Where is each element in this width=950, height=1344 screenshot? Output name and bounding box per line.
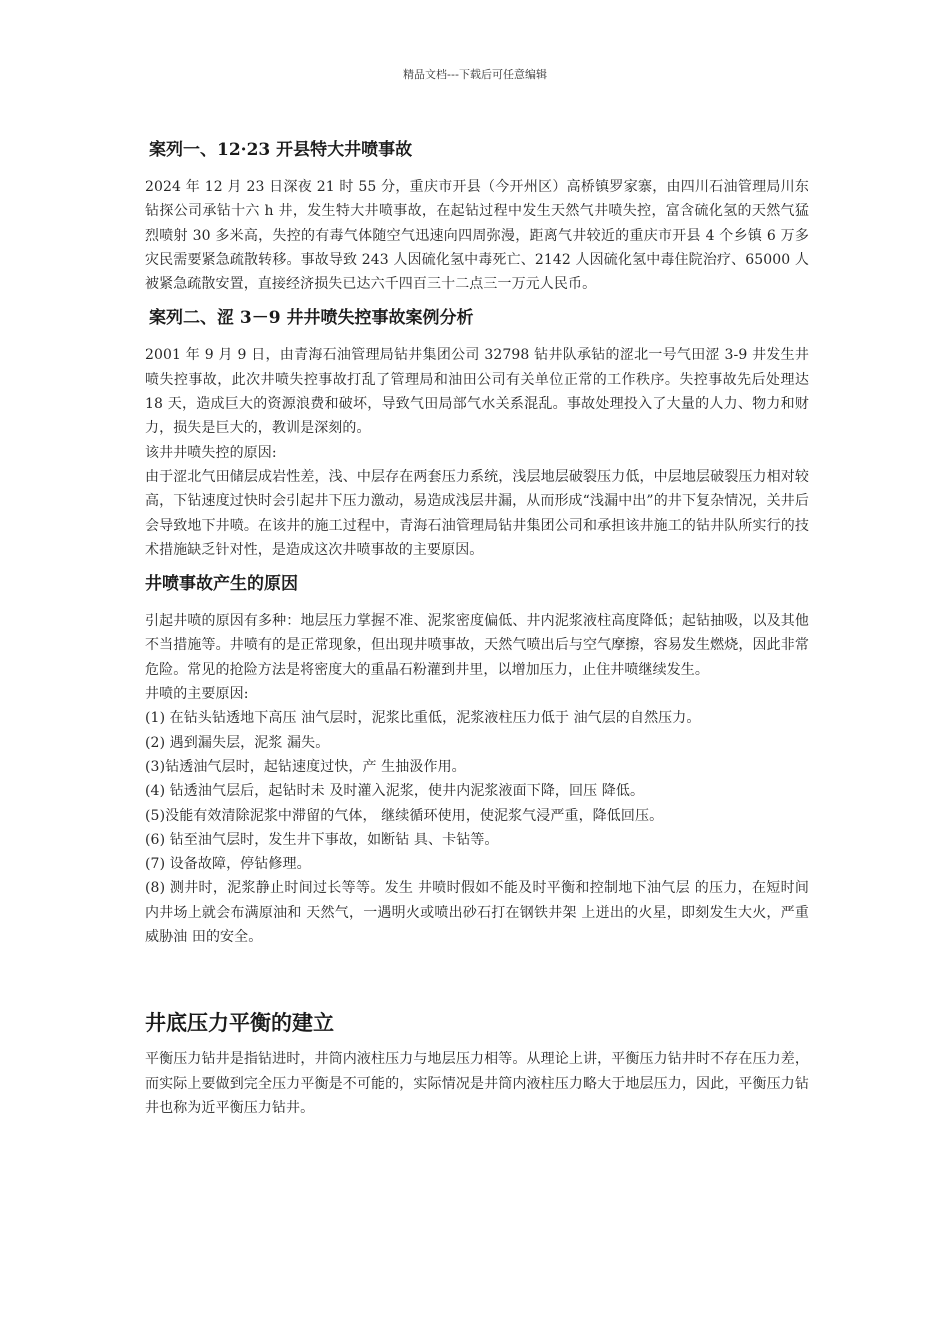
case1-section	[145, 136, 809, 296]
case2-cause-label: 该井井喷失控的原因:	[145, 444, 277, 461]
balance-paragraph: 平衡压力钻井是指钻进时，井筒内液柱压力与地层压力相等。从理论上讲，平衡压力钻井时不存在压力差，而实际上要做到完全压力平衡是不可能的，实际情况是井筒内液柱压力略大于地层压力，因此，平衡压力钻井也称为近平衡压力钻井。	[145, 1051, 809, 1116]
case1-title: 案列一、12·23 开县特大井喷事故	[149, 140, 413, 160]
case2-paragraph: 2001 年 9 月 9 日，由青海石油管理局钻井集团公司 32798 钻井队承钻的涩北一号气田涩 3-9 井发生井喷失控事故，此次井喷失控事故打乱了管理局和油田公司有关单位正常的工作秩序。失控事故先后处理达 18 天，造成巨大的资源浪费和破坏，导致气田局部气水关系混乱。事故处理投入了大量的人力、物力和财力，损失是巨大的，教训是深刻的。	[145, 347, 809, 437]
cause-item: (5)没能有效清除泥浆中滞留的气体， 继续循环使用，使泥浆气浸严重，降低回压。	[145, 807, 664, 824]
case2-cause-paragraph: 由于涩北气田储层成岩性差，浅、中层存在两套压力系统，浅层地层破裂压力低，中层地层破裂压力相对较高，下钻速度过快时会引起井下压力激动，易造成浅层井漏，从而形成“浅漏中出”的井下复杂情况，关井后会导致地下井喷。在该井的施工过程中，青海石油管理局钻井集团公司和承担该井施工的钻井队所实行的技术措施缺乏针对性，是造成这次井喷事故的主要原因。	[145, 468, 809, 558]
case2-section	[145, 304, 809, 562]
causes-intro: 引起井喷的原因有多种：地层压力掌握不准、泥浆密度偏低、井内泥浆液柱高度降低；起钻抽吸，以及其他不当措施等。井喷有的是正常现象，但出现井喷事故，天然气喷出后与空气摩擦，容易发生燃烧，因此非常危险。常见的抢险方法是将密度大的重晶石粉灌到井里，以增加压力，止住井喷继续发生。	[145, 613, 809, 678]
cause-item: (1) 在钻头钻透地下高压 油气层时，泥浆比重低，泥浆液柱压力低于 油气层的自然压力。	[145, 710, 701, 727]
cause-item: (4) 钻透油气层后，起钻时未 及时灌入泥浆，使井内泥浆液面下降，回压 降低。	[145, 783, 645, 800]
balance-title: 井底压力平衡的建立	[145, 1010, 334, 1036]
causes-section	[145, 570, 809, 949]
balance-section	[145, 1007, 809, 1120]
case1-paragraph: 2024 年 12 月 23 日深夜 21 时 55 分，重庆市开县（今开州区）高桥镇罗家寨，由四川石油管理局川东钻探公司承钻十六 h 井，发生特大井喷事故，在起钻过程中发生天然气井喷失控，富含硫化氢的天然气猛烈喷射 30 多米高，失控的有毒气体随空气迅速向四周弥漫，距离气井较近的重庆市开县 4 个乡镇 6 万多灾民需要紧急疏散转移。事故导致 243 人因硫化氢中毒死亡、2142 人因硫化氢中毒住院治疗、65000 人被紧急疏散安置，直接经济损失已达六千四百三十二点三一万元人民币。	[145, 179, 809, 293]
case2-block	[145, 343, 809, 562]
causes-main-label: 井喷的主要原因:	[145, 686, 249, 703]
causes-title: 井喷事故产生的原因	[145, 574, 298, 595]
cause-item: (2) 遇到漏失层，泥浆 漏失。	[145, 734, 330, 751]
cause-item: (8) 测井时，泥浆静止时间过长等等。发生 井喷时假如不能及时平衡和控制地下油气层 的压力，在短时间内井场上就会布满原油和 天然气，一遇明火或喷出砂石打在钢铁井架 上迸出的火星，即刻发生大火，严重威胁油 田的安全。	[145, 880, 809, 946]
cause-item: (7) 设备故障，停钻修理。	[145, 856, 311, 873]
causes-block	[145, 609, 809, 949]
document-body	[145, 136, 809, 1128]
cause-item: (3)钻透油气层时，起钻速度过快，产 生抽汲作用。	[145, 758, 466, 775]
cause-item: (6) 钻至油气层时，发生井下事故，如断钻 具、卡钻等。	[145, 831, 499, 848]
case2-title: 案列二、涩 3－9 井井喷失控事故案例分析	[149, 308, 474, 329]
page-header: 精品文档---下载后可任意编辑	[403, 68, 547, 81]
